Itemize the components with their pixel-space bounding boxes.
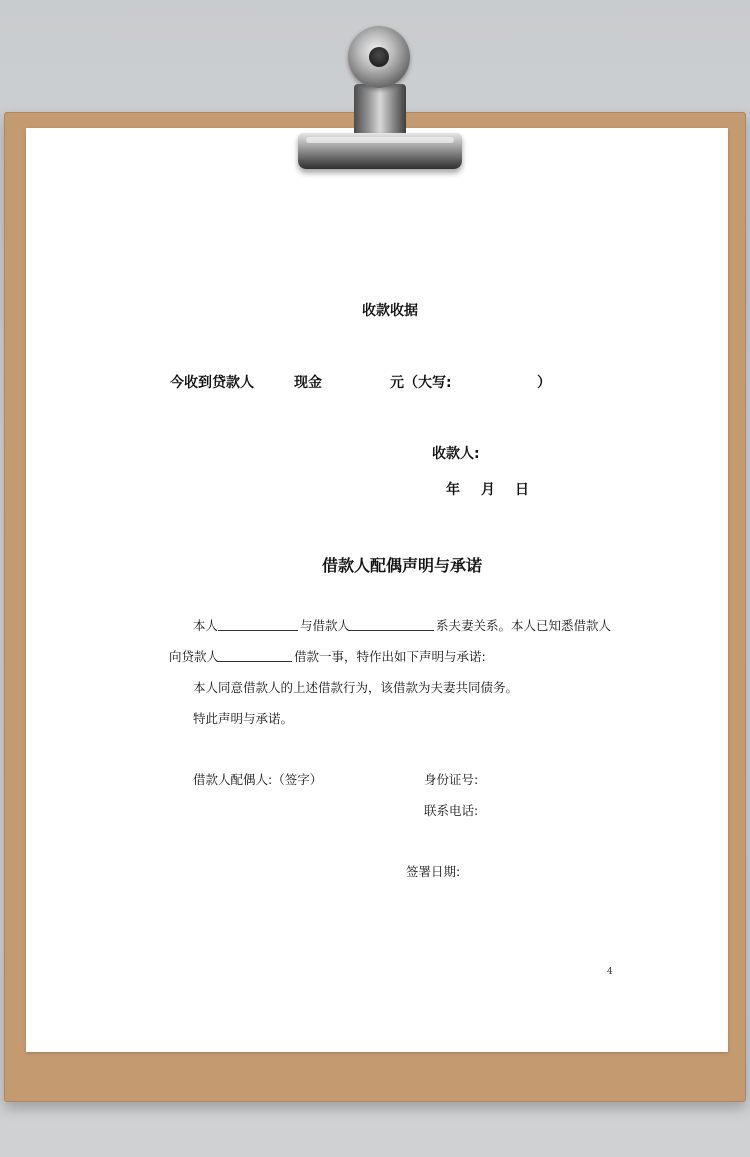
received-from-label: 今收到贷款人 <box>170 375 254 391</box>
id-number-label: 身份证号: <box>424 772 479 787</box>
lender-name-blank <box>218 661 292 662</box>
day-label: 日 <box>515 482 529 498</box>
clip-shine <box>306 137 454 143</box>
decl-line4: 特此声明与承诺。 <box>193 711 294 726</box>
amount-capital-label: 元（大写: <box>390 375 452 391</box>
clip-ring-hole <box>369 47 389 67</box>
page-number: 4 <box>607 967 613 977</box>
payee-label: 收款人: <box>432 446 480 462</box>
spouse-signature-label: 借款人配偶人:（签字） <box>193 772 323 787</box>
spouse-name-blank <box>218 630 298 631</box>
decl-line1-b: 与借款人 <box>300 618 351 633</box>
decl-line2-b: 借款一事，特作出如下声明与承诺: <box>294 649 486 664</box>
year-label: 年 <box>446 482 460 498</box>
phone-label: 联系电话: <box>424 803 479 818</box>
receipt-title: 收款收据 <box>362 303 418 319</box>
month-label: 月 <box>481 482 495 498</box>
cash-label: 现金 <box>294 375 322 391</box>
amount-close-paren: ） <box>537 375 551 391</box>
borrower-name-blank <box>348 630 434 631</box>
sign-date-label: 签署日期: <box>406 864 461 879</box>
decl-line1-a: 本人 <box>193 618 219 633</box>
decl-line1-c: 系夫妻关系。本人已知悉借款人 <box>436 618 612 633</box>
declaration-title: 借款人配偶声明与承诺 <box>322 556 483 575</box>
decl-line2-a: 向贷款人 <box>169 649 220 664</box>
clip-neck <box>354 84 406 136</box>
document-page <box>26 128 728 1052</box>
decl-line3: 本人同意借款人的上述借款行为，该借款为夫妻共同债务。 <box>193 680 519 695</box>
